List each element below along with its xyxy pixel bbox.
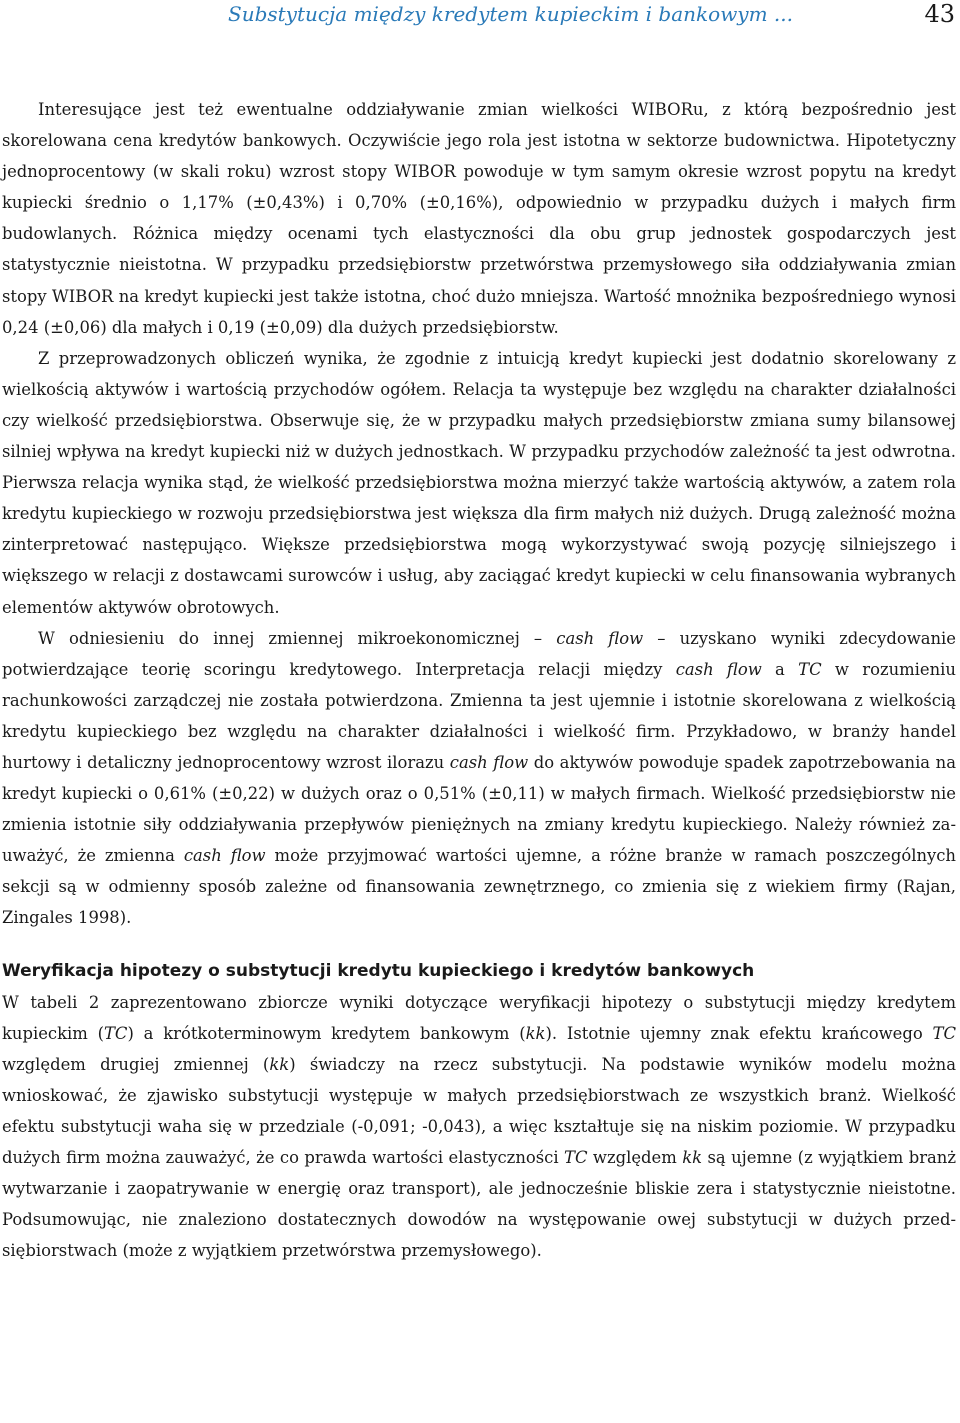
italic-term: TC <box>564 1148 588 1168</box>
text-run: względem <box>587 1148 683 1168</box>
body-text <box>2 94 956 1266</box>
text-run: W odniesieniu do innej zmiennej mikroekonomicznej – <box>38 628 557 648</box>
text-run: – uzyskano wyniki zdecydowanie potwierdzające teorię scoringu kredytowego. Interpretacja relacji między <box>2 628 957 679</box>
text-run: W tabeli 2 zaprezentowano zbiorcze wyniki dotyczące weryfikacji hipotezy o substytucji między kredytem kupieckim ( <box>2 992 956 1043</box>
italic-term: cash flow <box>675 659 762 679</box>
italic-term: kk <box>269 1054 290 1074</box>
text-run: Z przeprowadzonych obliczeń wynika, że zgodnie z intuicją kredyt kupiecki jest dodatnio skorelowany z wielkością aktywów i wartością przychodów ogółem. Relacja ta występuje bez względu na charakter działalności czy wielkość przedsiębiorstwa. Obserwuje się, że w przypadku małych przedsiębiorstw zmiana sumy bilansowej silniej wpływa na kredyt kupiecki niż w dużych jednostkach. W przypadku przychodów zależność ta jest odwrotna. Pierwsza relacja wynika stąd, że wielkość przedsiębiorstwa można mierzyć także wartością aktywów, a zatem rola kredytu kupieckiego w rozwoju przedsiębiorstwa jest większa dla firm małych niż dużych. Drugą zależność można zinterpretować następująco. Większe przedsiębiorstwa mogą wykorzystywać swoją pozycję silniejszego i większego w relacji z dostawcami surowców i usług, aby zaciągać kredyt kupiecki w celu finansowania wybranych elementów aktywów obrotowych. <box>2 348 956 617</box>
italic-term: TC <box>104 1023 128 1043</box>
text-run: względem drugiej zmiennej ( <box>2 1054 270 1074</box>
section-heading: Weryfikacja hipotezy o substytucji kredytu kupieckiego i kredytów bankowych <box>2 960 755 981</box>
text-run: są ujemne (z wyjątkiem branż wytwarzanie i zaopatrywanie w energię oraz transport), ale jednocześnie bliskie zera i statystycznie nieistotne. Podsumowując, nie znaleziono dostatecznych dowodów na występowanie owej substytucji w dużych przedsiębiorstwach (może z wyjątkiem przetwórstwa przemysłowego). <box>2 1148 957 1261</box>
italic-term: kk <box>525 1023 546 1043</box>
text-run: ) świadczy na rzecz substytucji. Na podstawie wyników modelu można wnioskować, że zjawisko substytucji występuje w małych przedsiębiorstwach ze wszystkich branż. Wielkość efektu substytucji waha się w przedziale (-0,091; -0,043), a więc kształtuje się na niskim poziomie. W przypadku dużych firm można zauważyć, że co prawda wartości elastyczności <box>2 1054 956 1168</box>
page-header <box>0 0 960 30</box>
italic-term: TC <box>932 1023 956 1043</box>
text-run: a <box>761 659 799 679</box>
paragraph <box>2 343 956 623</box>
italic-term: cash flow <box>183 846 266 866</box>
text-run: Interesujące jest też ewentualne oddziaływanie zmian wielkości WIBORu, z którą bezpośrednio jest skorelowana cena kredytów bankowych. Oczywiście jego rola jest istotna w sektorze budownictwa. Hipotetyczny jednoprocentowy (w skali roku) wzrost stopy WIBOR powoduje w tym samym okresie wzrost popytu na kredyt kupiecki średnio o 1,17% (±0,43%) i 0,70% (±0,16%), odpowiednio w przypadku dużych i małych firm budowlanych. Różnica między ocenami tych elastyczności dla obu grup jednostek gospodarczych jest statystycznie nieistotna. W przypadku przedsiębiorstw przetwórstwa przemysłowego siła oddziaływania zmian stopy WIBOR na kredyt kupiecki jest także istotna, choć dużo mniejsza. Wartość mnożnika bezpośredniego wynosi 0,24 (±0,06) dla małych i 0,19 (±0,09) dla dużych przedsiębiorstw. <box>2 100 956 337</box>
paragraph <box>2 623 956 934</box>
italic-term: kk <box>682 1148 703 1168</box>
italic-term: TC <box>798 659 822 679</box>
paragraph <box>2 94 956 343</box>
page-number: 43 <box>924 0 955 28</box>
text-run: w rozumieniu rachunkowości zarządczej nie została potwierdzona. Zmienna ta jest ujemnie i istotnie skorelowana z wielkością kredytu kupieckiego bez względu na charakter działalności i wielkość firm. Przykładowo, w branży handel hurtowy i detaliczny jednoprocentowy wzrost ilorazu <box>2 659 956 772</box>
text-run: ) a krótkoterminowym kredytem bankowym ( <box>127 1023 526 1043</box>
section-paragraph <box>2 987 956 1267</box>
running-title: Substytucja między kredytem kupieckim i bankowym ... <box>228 2 793 26</box>
text-run: ). Istotnie ujemny znak efektu krańcowego <box>545 1023 933 1043</box>
italic-term: cash flow <box>449 752 529 772</box>
text-run: może przyjmować wartości ujemne, a różne branże w ramach poszczególnych sekcji są w odmienny sposób zależne od finansowania zewnętrznego, co zmienia się z wiekiem firmy (Rajan, Zingales 1998). <box>2 846 956 928</box>
text-run: do aktywów powoduje spadek zapotrzebowania na kredyt kupiecki o 0,61% (±0,22) w dużych oraz o 0,51% (±0,11) w małych firmach. Wielkość przedsiębiorstw nie zmienia istotnie siły oddziaływania przepływów pieniężnych na zmiany kredytu kupieckiego. Należy również zauważyć, że zmienna <box>2 752 957 866</box>
italic-term: cash flow <box>556 628 644 648</box>
